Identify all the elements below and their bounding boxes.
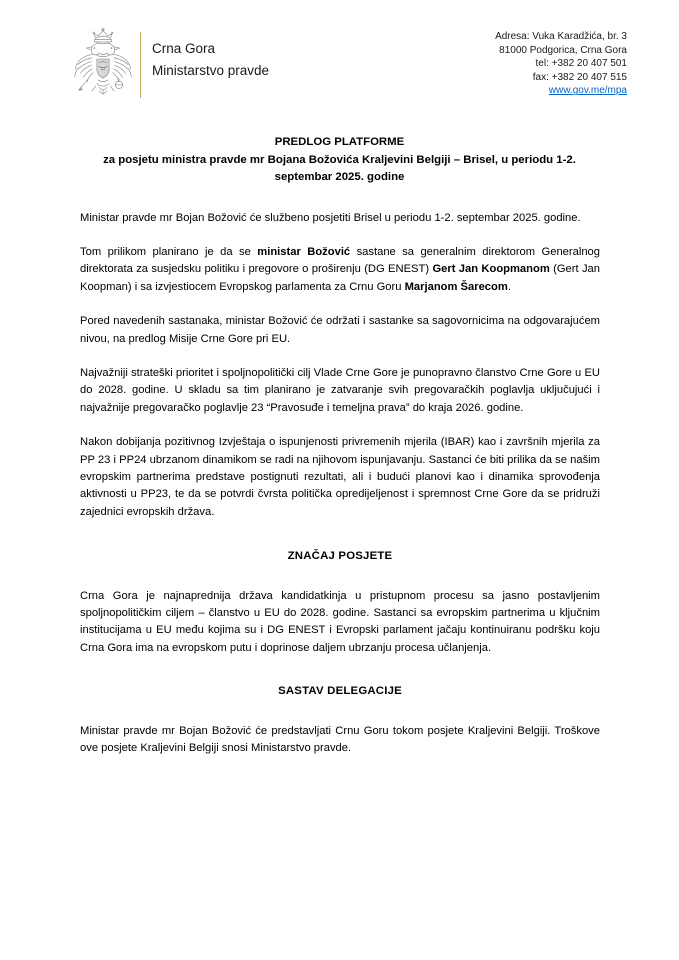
document-title [60,134,619,187]
p2-text-1: Tom prilikom planirano je da se [80,245,258,258]
title-line-2: za posjetu ministra pravde mr Bojana Božovića Kraljevini Belgiji – Brisel, u periodu 1-2. [103,153,576,166]
p2-bold-minister: ministar Božović [257,245,351,258]
title-line-1: PREDLOG PLATFORME [274,136,405,148]
p2-text-3: (Gert Jan Koopman) i sa izvjestiocem Evropskog parlamenta za Crnu Goru [80,263,600,293]
title-line-3: septembar 2025. godine [274,171,405,183]
document-body [80,210,600,758]
montenegro-coat-of-arms-icon [66,26,140,102]
paragraph-znacaj: Crna Gora je najnaprednija država kandidatkinja u pristupnom procesu sa jasno postavljenim spoljnopolitičkim ciljem – članstvo u EU do 2028. godine. Sastanci sa evropskim partnerima u ključnim institucijama u EU među kojima su i DG ENEST i Evropski parlament jačaju kontinuiranu podršku koju Crna Gora ima na evropskom putu i doprinose daljem ubrzanju procesa učlanjenja. [80,589,600,654]
website-link[interactable]: www.gov.me/mpa [548,85,627,97]
address-fax: fax: +382 20 407 515 [532,71,627,83]
p2-text-4: . [507,280,511,293]
paragraph-strategic-priority: Najvažniji strateški prioritet i spoljnopolitički cilj Vlade Crne Gore je punopravno članstvo Crne Gore u EU do 2028. godine. U skladu sa tim planirano je zatvaranje svih pregovaračkih poglavlja uključujući i najvažnije pregovaračko poglavlje 23 “Pravosuđe i temeljna prava” do kraja 2026. godine. [80,366,600,414]
ministry-name: Ministarstvo pravde [152,63,270,78]
organization-name: Crna Gora [152,41,216,56]
address-street: Adresa: Vuka Karadžića, br. 3 [495,31,627,42]
paragraph-additional-meetings: Pored navedenih sastanaka, ministar Božović će održati i sastanke sa sagovornicima na odgovarajućem nivou, na predlog Misije Crne Gore pri EU. [80,315,600,345]
p2-text-2: sastane sa generalnim direktorom Generalnog direktorata za susjedsku politiku i pregovore o proširenju (DG ENEST) [80,245,600,276]
paragraph-meetings [80,244,600,296]
p2-bold-koopman: Gert Jan Koopmanom [432,263,550,276]
document-header [0,0,679,102]
paragraph-ibar: Nakon dobijanja pozitivnog Izvještaja o ispunjenosti privremenih mjerila (IBAR) kao i završnih mjerila za PP 23 i PP24 ubrzanom dinamikom se radi na njihovom ispunjavanju. Sastanci će biti prilika da se našim evropskim partnerima predstave postignuti rezultati, ali i budući planovi kao i dinamika sprovođenja aktivnosti u PP23, te da se potvrdi čvrsta politička opredijeljenost i spremnost Crne Gore da se pridruži zajednici evropskih država. [80,436,600,518]
brand-text [141,26,269,102]
address-city: 81000 Podgorica, Crna Gora [499,44,627,56]
address-telephone: tel: +382 20 407 501 [535,58,627,70]
paragraph-intro: Ministar pravde mr Bojan Božović će službeno posjetiti Brisel u periodu 1-2. septembar 2025. godine. [80,211,581,224]
address-block [495,26,627,98]
p2-bold-sarec: Marjanom Šarecom [404,280,508,293]
heading-sastav-delegacije: SASTAV DELEGACIJE [278,685,402,698]
paragraph-sastav: Ministar pravde mr Bojan Božović će predstavljati Crnu Goru tokom posjete Kraljevini Belgiji. Troškove ove posjete Kraljevini Belgiji snosi Ministarstvo pravde. [80,724,600,755]
brand-block [66,26,269,102]
heading-znacaj-posjete: ZNAČAJ POSJETE [287,550,393,563]
